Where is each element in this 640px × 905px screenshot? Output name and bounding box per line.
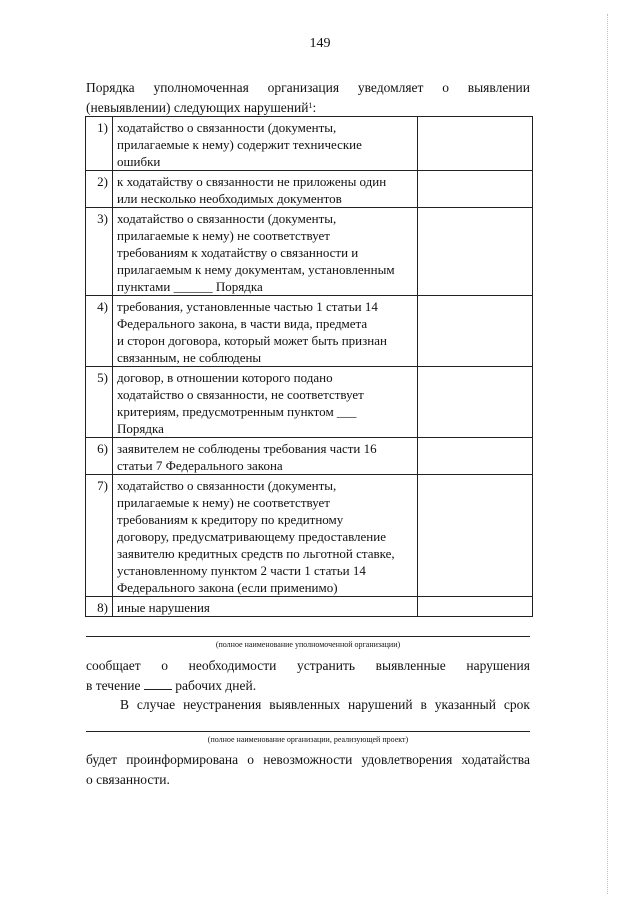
violation-description-line: заявителю кредитных средств по льготной ставке, [117, 546, 395, 561]
violation-description-line: Федерального закона, в части вида, предмета [117, 316, 368, 331]
violation-description-line: требованиям к кредитору по кредитному [117, 512, 344, 527]
intro-word: уведомляет [357, 80, 424, 95]
violation-mark-cell[interactable] [418, 597, 533, 617]
intro-line-2-text: (невыявлении) следующих нарушений [86, 100, 309, 115]
inform-word: о [161, 658, 168, 673]
violation-description-line: договору, предусматривающему предоставление [117, 529, 386, 544]
failure-word: неустранения [183, 697, 262, 712]
violation-description-line: ходатайство о связанности (документы, [117, 211, 337, 226]
violation-description-line: прилагаемые к нему) не соответствует [117, 495, 330, 510]
project-org-blank-line [86, 731, 530, 732]
violation-description [113, 208, 418, 296]
violation-row [86, 438, 533, 475]
violation-description-line: заявителем не соблюдены требования части 16 [117, 441, 377, 456]
inform-word: выявленные [375, 658, 446, 673]
violation-description-line: ходатайство о связанности, не соответствует [117, 387, 364, 402]
final-word: о [247, 752, 255, 767]
final-word: ходатайства [461, 752, 530, 767]
violation-mark-cell[interactable] [418, 296, 533, 367]
violation-description-line: к ходатайству о связанности не приложены один [117, 174, 387, 189]
page-edge-dotted-line [607, 14, 608, 894]
final-word: будет [86, 752, 118, 767]
violation-description-line: прилагаемые к нему) не соответствует [117, 228, 330, 243]
final-line-2: о связанности. [86, 772, 170, 787]
failure-word: указанный [434, 697, 496, 712]
intro-line-2-end: : [312, 100, 317, 115]
violations-table-body [86, 117, 533, 617]
violation-description [113, 597, 418, 617]
violation-mark-cell[interactable] [418, 438, 533, 475]
page-number: 149 [309, 36, 331, 51]
project-org-caption: (полное наименование организации, реализующей проект) [207, 735, 409, 744]
intro-word: о [442, 80, 449, 95]
violation-row [86, 117, 533, 171]
days-blank [144, 689, 172, 690]
violation-description-line: пунктами ______ Порядка [117, 279, 263, 294]
violation-row [86, 367, 533, 438]
violation-description [113, 296, 418, 367]
intro-line-2 [86, 98, 530, 118]
violation-description-line: прилагаемые к нему) содержит технические [117, 137, 362, 152]
violations-table [85, 116, 533, 617]
violation-description-line: статьи 7 Федерального закона [117, 458, 283, 473]
org-name-caption: (полное наименование уполномоченной организации) [215, 640, 401, 649]
inform-word: необходимости [188, 658, 277, 673]
inform-line-2-prefix: в течение [86, 678, 141, 693]
violation-description-line: прилагаемым к нему документам, установленным [117, 262, 395, 277]
inform-word: сообщает [86, 658, 141, 673]
final-word: невозможности [263, 752, 353, 767]
inform-line-2 [86, 676, 530, 696]
failure-word: нарушений [348, 697, 413, 712]
failure-word: в [420, 697, 427, 712]
final-line-1 [86, 750, 530, 770]
inform-line-1 [86, 656, 530, 676]
violation-mark-cell[interactable] [418, 475, 533, 597]
violation-description [113, 117, 418, 171]
violation-description-line: и сторон договора, который может быть признан [117, 333, 387, 348]
footnote-mark: 1 [308, 101, 313, 110]
violation-mark-cell[interactable] [418, 117, 533, 171]
violation-description [113, 171, 418, 208]
violation-description-line: Федерального закона (если применимо) [117, 580, 338, 595]
violation-description [113, 367, 418, 438]
final-paragraph [86, 750, 530, 790]
violation-number: 2) [86, 171, 113, 208]
violation-description-line: или несколько необходимых документов [117, 191, 342, 206]
violation-number: 8) [86, 597, 113, 617]
violation-number: 7) [86, 475, 113, 597]
failure-paragraph [86, 695, 530, 715]
violation-description-line: связанным, не соблюдены [117, 350, 262, 365]
intro-word: Порядка [86, 80, 135, 95]
violation-number: 4) [86, 296, 113, 367]
failure-line [86, 695, 530, 715]
violation-description-line: иные нарушения [117, 600, 210, 615]
violation-row [86, 208, 533, 296]
violation-mark-cell[interactable] [418, 171, 533, 208]
violation-description-line: критериям, предусмотренным пунктом ___ [117, 404, 357, 419]
violation-number: 1) [86, 117, 113, 171]
intro-word: уполномоченная [153, 80, 249, 95]
violation-description-line: установленному пунктом 2 части 1 статьи 14 [117, 563, 366, 578]
final-word: удовлетворения [361, 752, 453, 767]
violation-number: 5) [86, 367, 113, 438]
violation-description-line: требования, установленные частью 1 статьи 14 [117, 299, 378, 314]
inform-line-2-suffix: рабочих дней. [175, 678, 257, 693]
violation-mark-cell[interactable] [418, 367, 533, 438]
failure-word: срок [503, 697, 530, 712]
violation-row [86, 475, 533, 597]
failure-word: В [120, 697, 130, 712]
violation-mark-cell[interactable] [418, 208, 533, 296]
violation-description-line: Порядка [117, 421, 164, 436]
violation-row [86, 171, 533, 208]
violation-description [113, 475, 418, 597]
inform-word: устранить [296, 658, 356, 673]
intro-paragraph [86, 78, 530, 118]
intro-line-1 [86, 78, 530, 98]
violation-number: 3) [86, 208, 113, 296]
violation-description-line: ходатайство о связанности (документы, [117, 120, 337, 135]
violation-description [113, 438, 418, 475]
violation-number: 6) [86, 438, 113, 475]
failure-word: выявленных [269, 697, 341, 712]
intro-word: выявлении [467, 80, 530, 95]
final-word: проинформирована [126, 752, 239, 767]
violation-description-line: ошибки [117, 154, 161, 169]
intro-word: организация [267, 80, 340, 95]
inform-word: нарушения [466, 658, 530, 673]
inform-paragraph [86, 656, 530, 696]
violation-row [86, 296, 533, 367]
failure-word: случае [136, 697, 176, 712]
violation-row [86, 597, 533, 617]
org-name-blank-line [86, 636, 530, 637]
violation-description-line: требованиям к ходатайству о связанности и [117, 245, 359, 260]
violation-description-line: договор, в отношении которого подано [117, 370, 333, 385]
violation-description-line: ходатайство о связанности (документы, [117, 478, 337, 493]
